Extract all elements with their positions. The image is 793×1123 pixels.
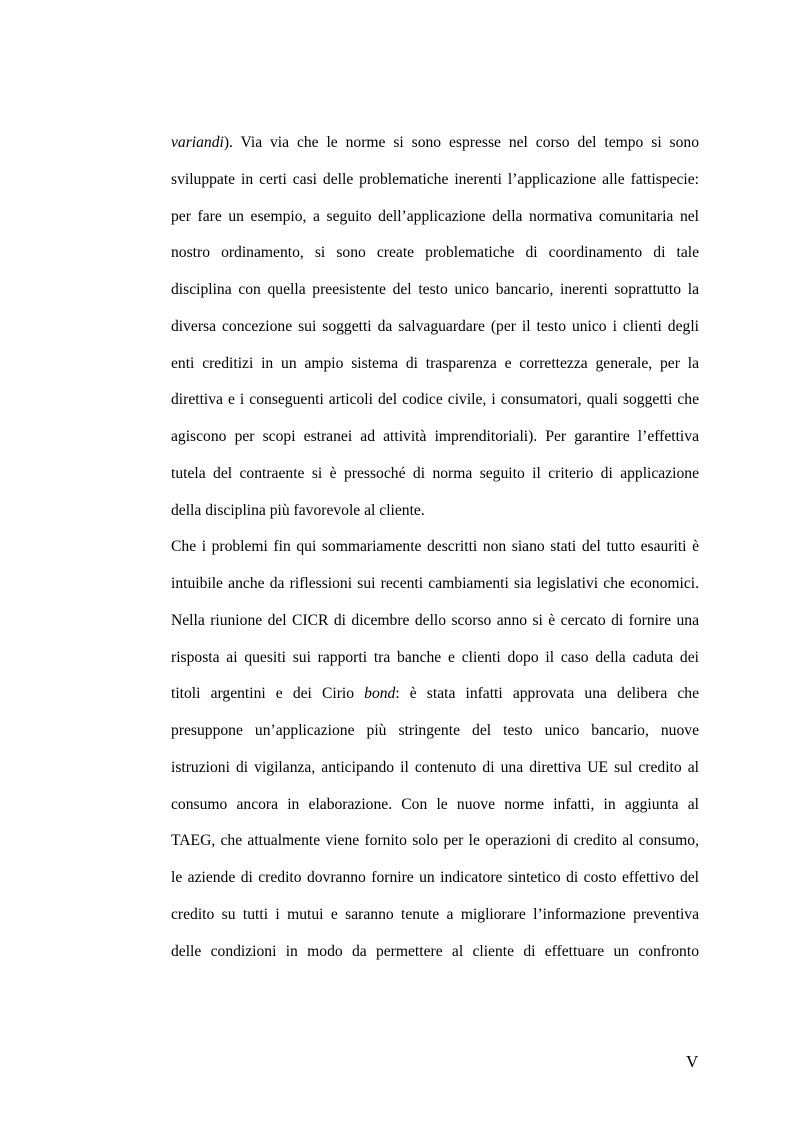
text-line: tutela del contraente si è pressoché di norma seguito il criterio di applicazione [171,464,699,482]
text-line: Che i problemi fin qui sommariamente descritti non siano stati del tutto esauriti è [171,538,699,556]
text-line: direttiva e i conseguenti articoli del codice civile, i consumatori, quali soggetti che [171,391,699,409]
text-span: : è stata infatti approvata una delibera che [395,685,699,703]
text-line: enti creditizi in un ampio sistema di trasparenza e correttezza generale, per la [171,354,699,372]
italic-term: bond [364,685,396,703]
page-number: V [686,1052,699,1071]
text-line: istruzioni di vigilanza, anticipando il contenuto di una direttiva UE sul credito al [171,758,699,776]
text-line [171,680,699,717]
text-line: diversa concezione sui soggetti da salvaguardare (per il testo unico i clienti degli [171,317,699,335]
text-line: agiscono per scopi estranei ad attività imprenditoriali). Per garantire l’effettiva [171,428,699,445]
text-line: le aziende di credito dovranno fornire un indicatore sintetico di costo effettivo del [171,869,699,886]
text-line: presuppone un’applicazione più stringente del testo unico bancario, nuove [171,722,699,739]
text-line: disciplina con quella preesistente del testo unico bancario, inerenti soprattutto la [171,281,699,298]
text-line: per fare un esempio, a seguito dell’applicazione della normativa comunitaria nel [171,207,699,225]
text-line: Nella riunione del CICR di dicembre dello scorso anno si è cercato di fornire una [171,611,699,629]
text-line: TAEG, che attualmente viene fornito solo per le operazioni di credito al consumo, [171,832,699,850]
text-line [171,129,699,166]
text-span: titoli argentini e dei Cirio [171,685,365,703]
text-line: risposta ai quesiti sui rapporti tra banche e clienti dopo il caso della caduta dei [171,648,699,666]
text-line: nostro ordinamento, si sono create problematiche di coordinamento di tale [171,244,699,262]
text-span: ). Via via che le norme si sono espresse nel corso del tempo si sono [223,134,699,151]
page-body [171,129,699,974]
text-line: della disciplina più favorevole al cliente. [171,501,425,519]
text-line: delle condizioni in modo da permettere al cliente di effettuare un confronto [171,942,699,960]
text-line: credito su tutti i mutui e saranno tenute a migliorare l’informazione preventiva [171,905,699,923]
text-line: consumo ancora in elaborazione. Con le nuove norme infatti, in aggiunta al [171,795,699,813]
text-line: sviluppate in certi casi delle problematiche inerenti l’applicazione alle fattispecie: [171,170,699,188]
italic-term: variandi [171,134,224,151]
text-line: intuibile anche da riflessioni sui recenti cambiamenti sia legislativi che economici. [171,575,699,592]
